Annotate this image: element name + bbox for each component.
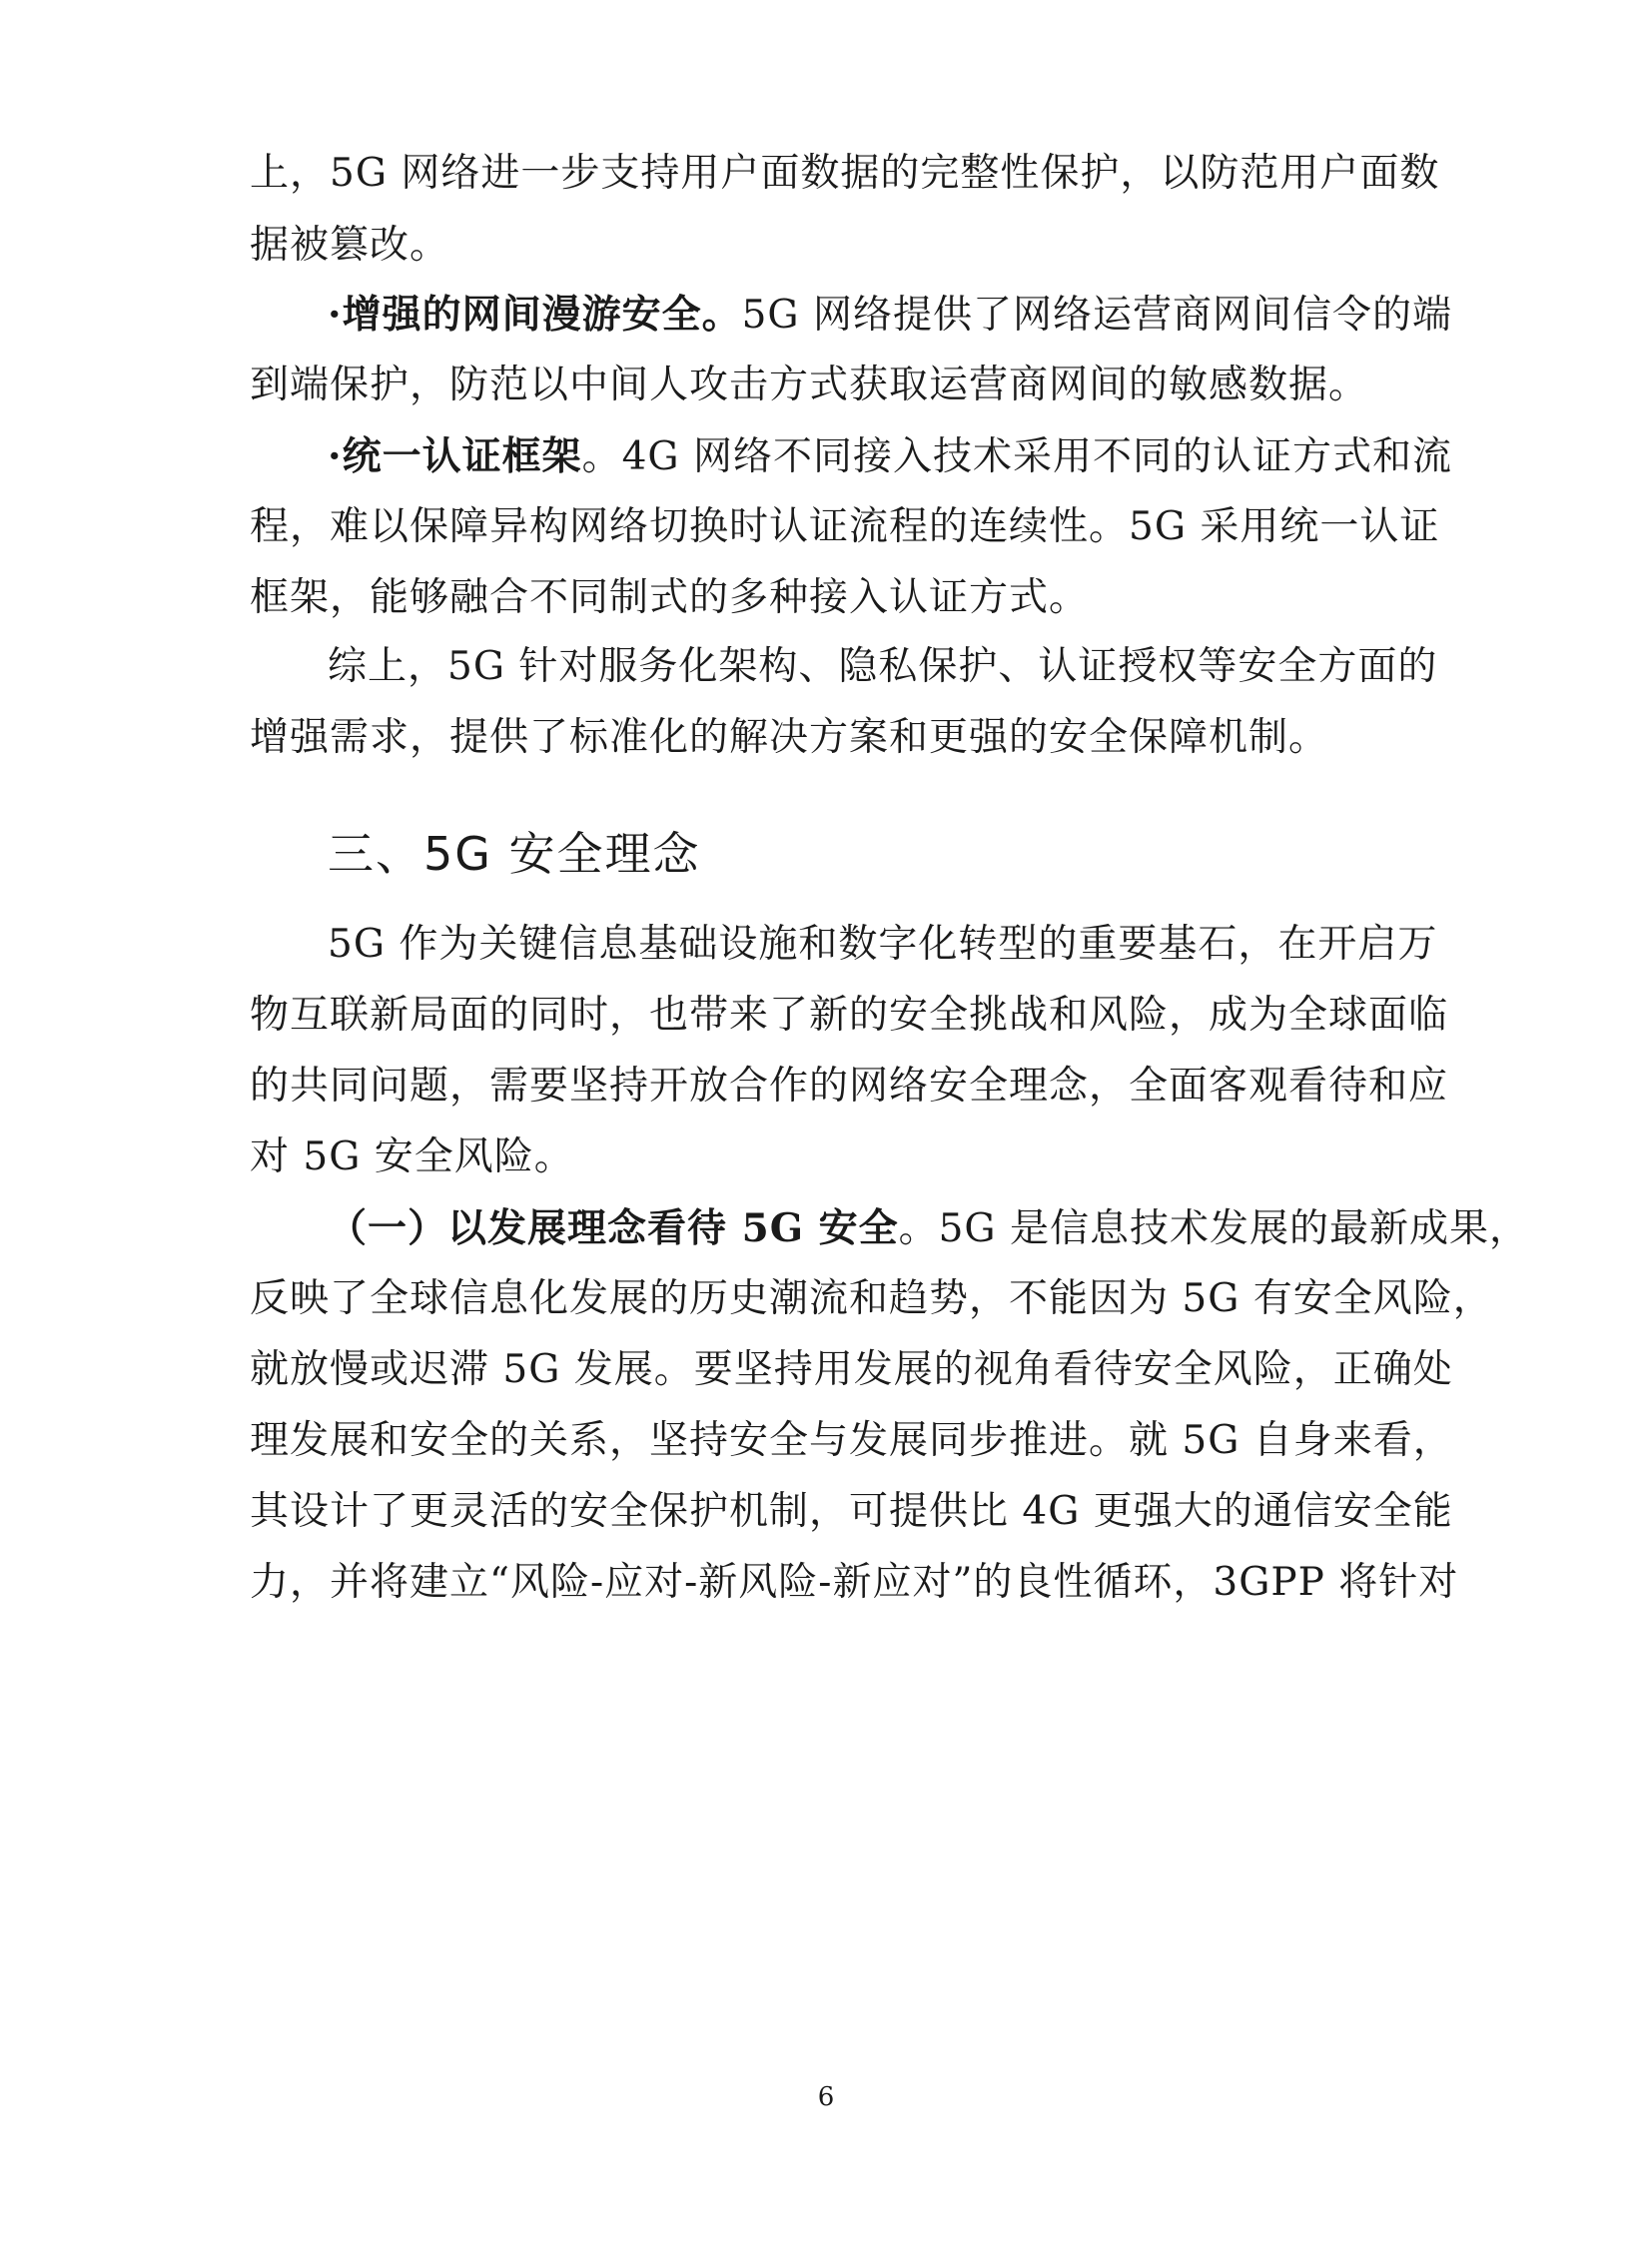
p2-line2: 到端保护，防范以中间人攻击方式获取运营商网间的敏感数据。 [250,363,1369,407]
p3-line3: 框架，能够融合不同制式的多种接入认证方式。 [250,575,1090,620]
p2-lead: ·增强的网间漫游安全。 [328,292,742,338]
p6-line1-rest: 。5G 是信息技术发展的最新成果， [898,1206,1529,1251]
p1-line2: 据被篡改。 [250,223,450,268]
p5-line3: 的共同问题，需要坚持开放合作的网络安全理念，全面客观看待和应 [250,1064,1449,1109]
p5-line2: 物互联新局面的同时，也带来了新的安全挑战和风险，成为全球面临 [250,993,1449,1038]
section-heading: 三、5G 安全理念 [328,827,701,881]
p6-lead: （一）以发展理念看待 5G 安全 [328,1205,899,1251]
p6-line6: 力，并将建立“风险-应对-新风险-新应对”的良性循环，3GPP 将针对 [250,1560,1459,1605]
p5-line4: 对 5G 安全风险。 [250,1134,574,1179]
page-number: 6 [817,2082,835,2112]
p4-line2: 增强需求，提供了标准化的解决方案和更强的安全保障机制。 [250,715,1329,760]
p1-line1: 上，5G 网络进一步支持用户面数据的完整性保护，以防范用户面数 [250,151,1440,196]
p4-line1: 综上，5G 针对服务化架构、隐私保护、认证授权等安全方面的 [328,644,1438,689]
p3-lead: ·统一认证框架 [328,433,582,479]
p2-line1 [328,287,1452,344]
p3-line1-rest: 。4G 网络不同接入技术采用不同的认证方式和流 [581,434,1452,479]
p6-line1 [328,1200,1529,1257]
p3-line2: 程，难以保障异构网络切换时认证流程的连续性。5G 采用统一认证 [250,504,1440,549]
p6-line5: 其设计了更灵活的安全保护机制，可提供比 4G 更强大的通信安全能 [250,1489,1453,1534]
p2-line1-rest: 5G 网络提供了网络运营商网间信令的端 [741,293,1452,338]
p3-line1 [328,428,1452,485]
p6-line3: 就放慢或迟滞 5G 发展。要坚持用发展的视角看待安全风险，正确处 [250,1347,1453,1392]
p6-line2: 反映了全球信息化发展的历史潮流和趋势，不能因为 5G 有安全风险， [250,1276,1493,1321]
p5-line1: 5G 作为关键信息基础设施和数字化转型的重要基石，在开启万 [328,922,1438,967]
p6-line4: 理发展和安全的关系，坚持安全与发展同步推进。就 5G 自身来看， [250,1418,1453,1463]
